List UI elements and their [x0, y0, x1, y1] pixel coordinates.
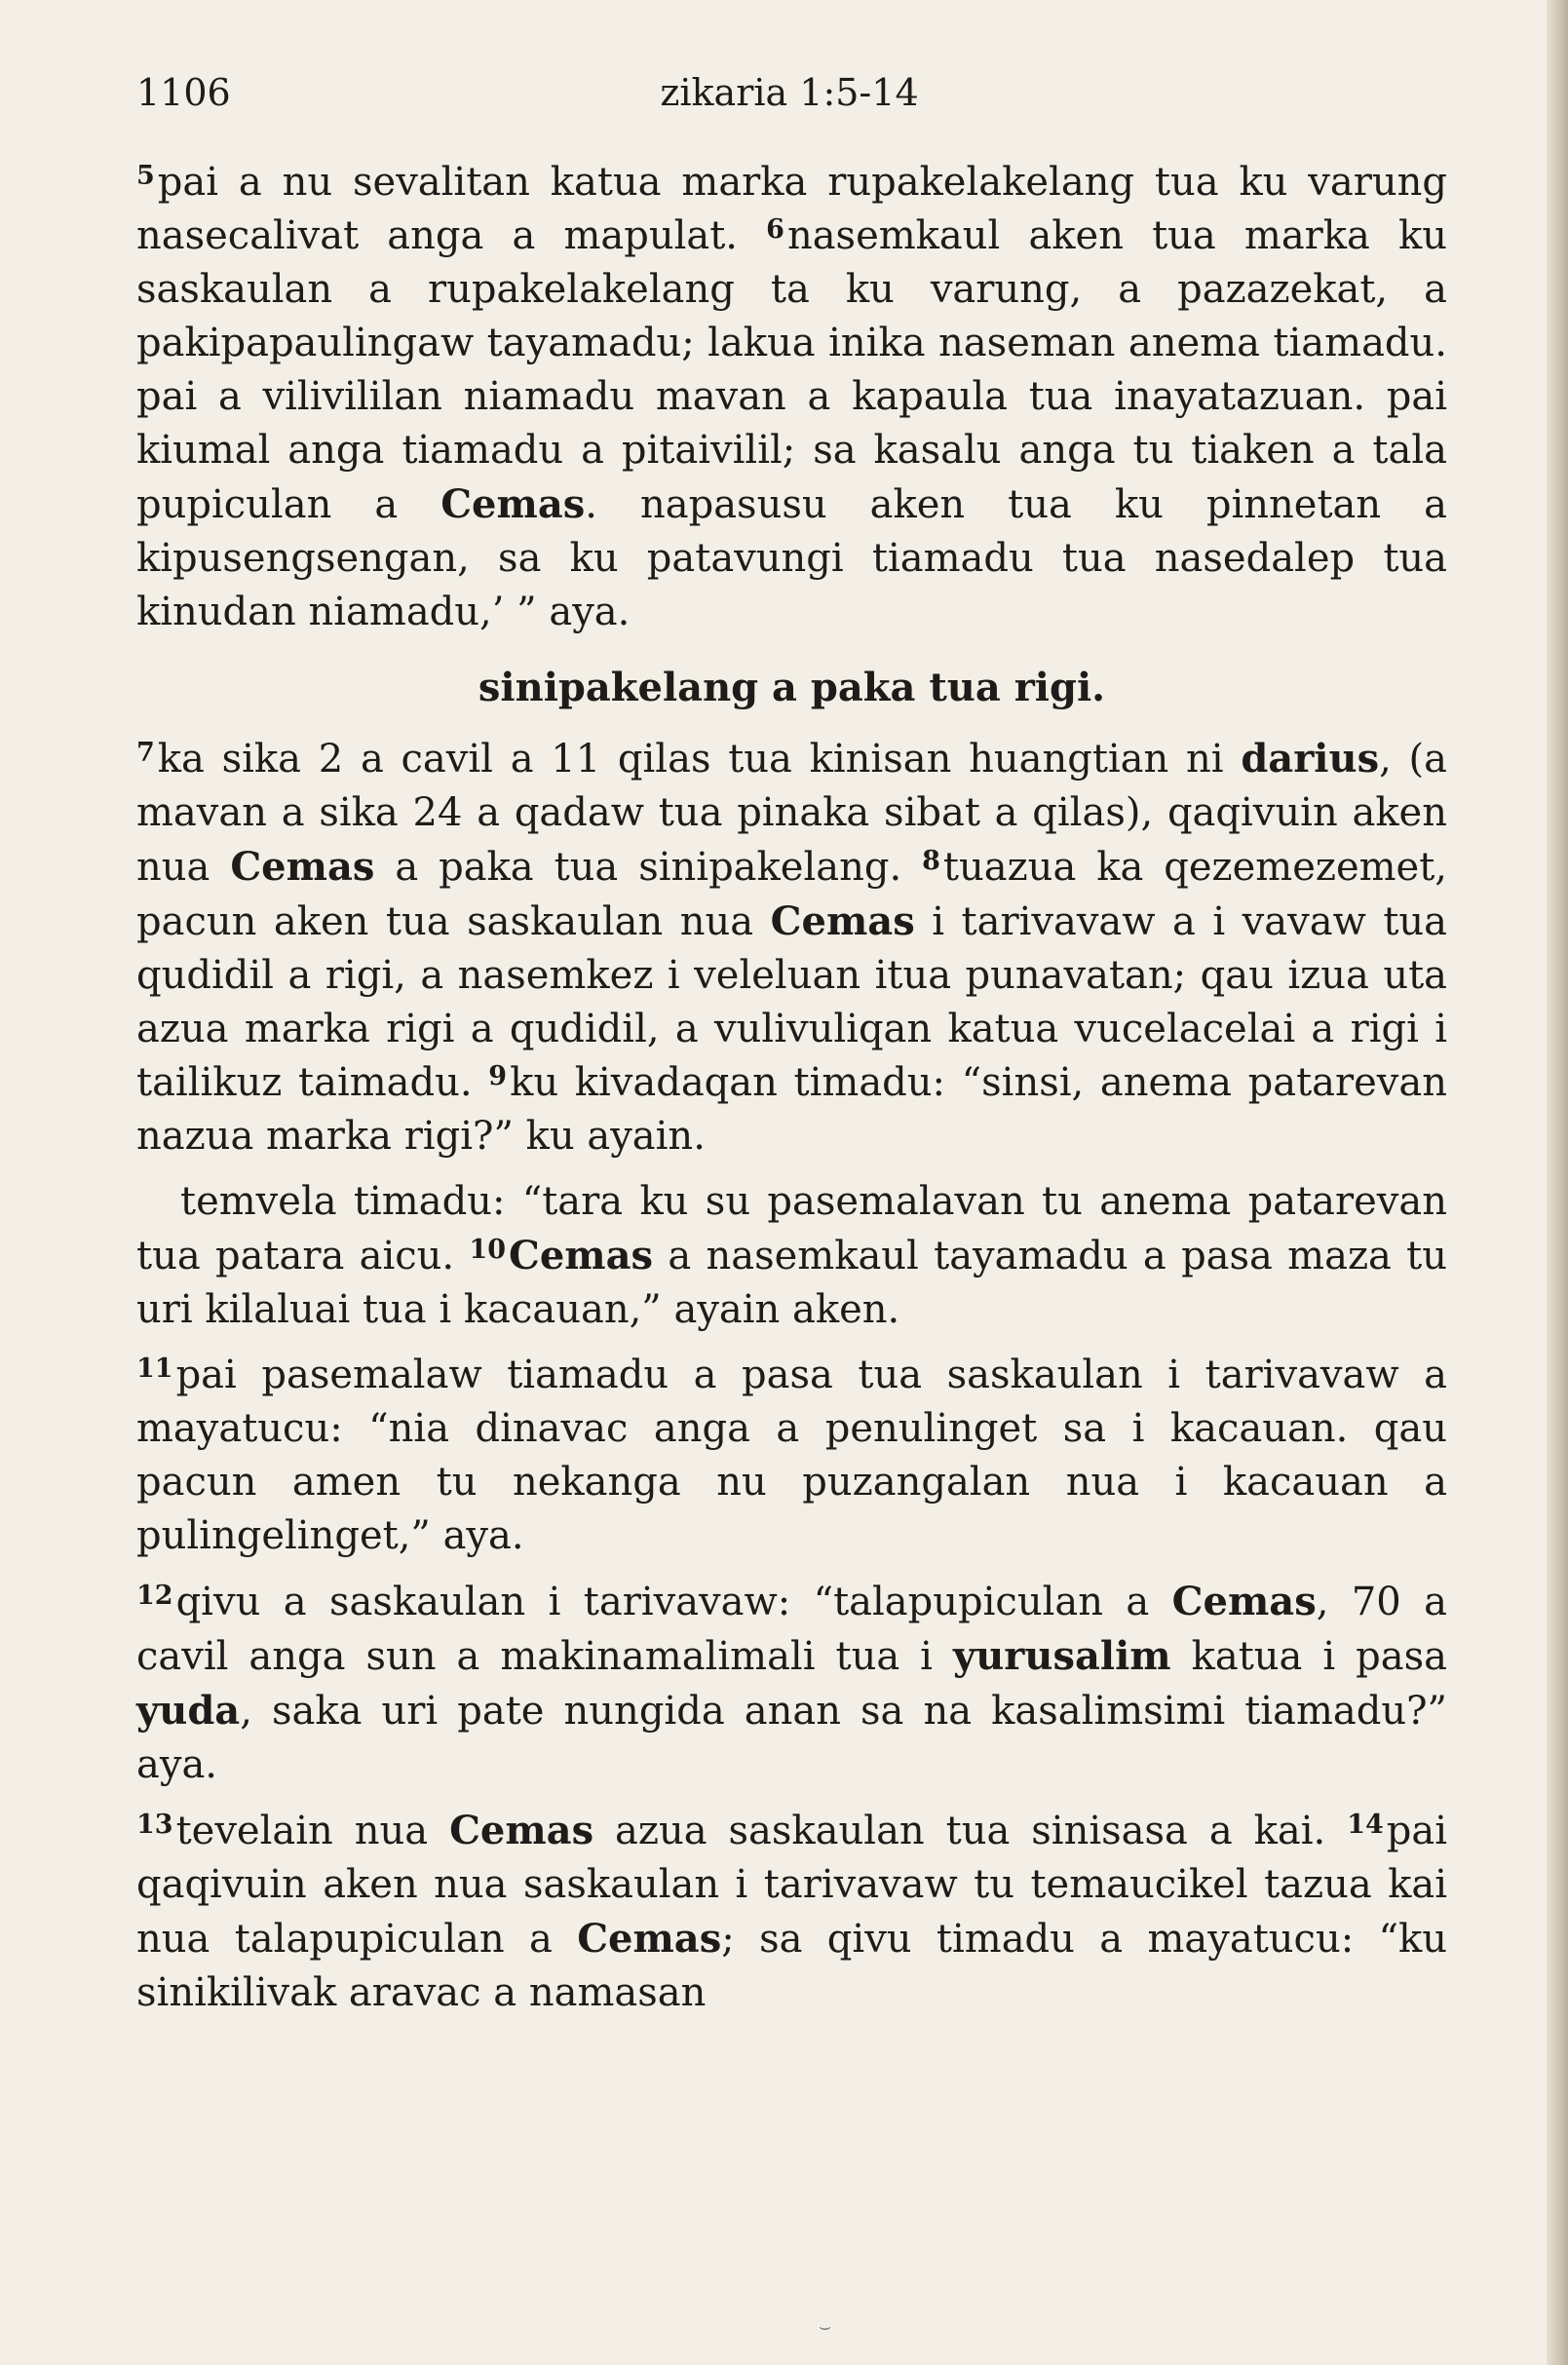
name-cemas: Cemas — [509, 1233, 654, 1278]
verse-12 — [136, 1575, 1447, 1792]
name-yurusalim: yurusalim — [952, 1633, 1171, 1679]
name-yuda: yuda — [136, 1688, 241, 1734]
verse-7-text-3: a paka tua sinipakelang. — [374, 845, 902, 890]
verse-11 — [136, 1349, 1447, 1563]
name-cemas: Cemas — [440, 481, 586, 527]
verse-8-text-2: i tarivavaw a i vavaw tua qudidil a rigi, a nasemkez i veleluan itua punavatan; qau izua uta azua marka rigi a qudidil, a vulivuliqan katua vucelacelai a rigi i tailikuz taimadu. — [136, 899, 1447, 1105]
verses-13-14 — [136, 1804, 1447, 2020]
print-mark: ⌣ — [819, 2314, 832, 2338]
verse-12-text-2: , 70 a cavil anga sun a makinamalimali tua i — [136, 1580, 1448, 1679]
page-number: 1106 — [136, 71, 231, 114]
verse-14-text-2: ; sa qivu timadu a mayatucu: “ku sinikilivak aravac a namasan — [136, 1917, 1447, 2015]
verse-number-10: 10 — [469, 1235, 506, 1265]
name-cemas: Cemas — [577, 1916, 722, 1962]
verse-12-text: qivu a saskaulan i tarivavaw: “talapupiculan a — [175, 1580, 1150, 1624]
verse-7-text-2: , (a mavan a sika 24 a qadaw tua pinaka sibat a qilas), qaqivuin aken nua — [136, 737, 1447, 890]
verse-number-8: 8 — [922, 846, 940, 876]
verse-7-text: ka sika 2 a cavil a 11 qilas tua kinisan huangtian ni — [157, 737, 1224, 782]
section-heading: sinipakelang a paka tua rigi. — [478, 665, 1106, 710]
verses-9b-10 — [136, 1175, 1447, 1337]
verse-number-13: 13 — [136, 1810, 173, 1840]
verse-number-11: 11 — [136, 1354, 173, 1384]
verse-number-6: 6 — [766, 214, 784, 245]
verse-10-text: a nasemkaul tayamadu a pasa maza tu uri kilaluai tua i kacauan,” ayain aken. — [136, 1234, 1448, 1332]
page-edge — [1547, 0, 1568, 2365]
verse-number-5: 5 — [136, 161, 155, 191]
verses-5-6 — [136, 156, 1447, 639]
name-cemas: Cemas — [1171, 1579, 1317, 1624]
name-cemas: Cemas — [230, 844, 375, 890]
page-body — [136, 156, 1447, 2032]
verse-9b-text: temvela timadu: “tara ku su pasemalavan tu anema patarevan tua patara aicu. — [136, 1179, 1447, 1278]
verse-13-text: tevelain nua — [175, 1809, 429, 1853]
verse-12-text-4: , saka uri pate nungida anan sa na kasalimsimi tiamadu?” aya. — [136, 1689, 1447, 1787]
verses-7-9 — [136, 732, 1447, 1163]
running-title: zikaria 1:5-14 — [660, 71, 919, 114]
verse-12-text-3: katua i pasa — [1170, 1634, 1447, 1679]
verse-number-9: 9 — [488, 1061, 508, 1091]
verse-8-text: tuazua ka qezemezemet, pacun aken tua saskaulan nua — [136, 845, 1448, 944]
verse-9-text: ku kivadaqan timadu: “sinsi, anema patarevan nazua marka rigi?” ku ayain. — [136, 1060, 1447, 1159]
name-cemas: Cemas — [770, 898, 915, 944]
verse-14-text: pai qaqivuin aken nua saskaulan i tarivavaw tu temaucikel tazua kai nua talapupiculan a — [136, 1809, 1447, 1962]
verse-number-12: 12 — [136, 1581, 173, 1611]
verse-6-text-2: . napasusu aken tua ku pinnetan a kipusengsengan, sa ku patavungi tiamadu tua nasedalep tua kinudan niamadu,’ ” aya. — [136, 482, 1447, 634]
verse-11-text: pai pasemalaw tiamadu a pasa tua saskaulan i tarivavaw a mayatucu: “nia dinavac anga a penulinget sa i kacauan. qau pacun amen tu nekanga nu puzangalan nua i kacauan a pulingelinget,” aya. — [136, 1353, 1447, 1558]
verse-6-text: nasemkaul aken tua marka ku saskaulan a rupakelakelang ta ku varung, a pazazekat, a pakipapaulingaw tayamadu; lakua inika naseman anema tiamadu. pai a vilivililan niamadu mavan a kapaula tua inayatazuan. pai kiumal anga tiamadu a pitaivilil; sa kasalu anga tu tiaken a tala pupiculan a — [136, 213, 1447, 527]
name-cemas: Cemas — [449, 1808, 594, 1853]
verse-5-text: pai a nu sevalitan katua marka rupakelakelang tua ku varung nasecalivat anga a mapulat. — [136, 160, 1447, 258]
page-header — [136, 58, 1442, 127]
name-darius: darius — [1241, 736, 1380, 782]
verse-13-text-2: azua saskaulan tua sinisasa a kai. — [593, 1809, 1326, 1853]
verse-number-7: 7 — [136, 738, 155, 768]
verse-number-14: 14 — [1347, 1810, 1384, 1840]
